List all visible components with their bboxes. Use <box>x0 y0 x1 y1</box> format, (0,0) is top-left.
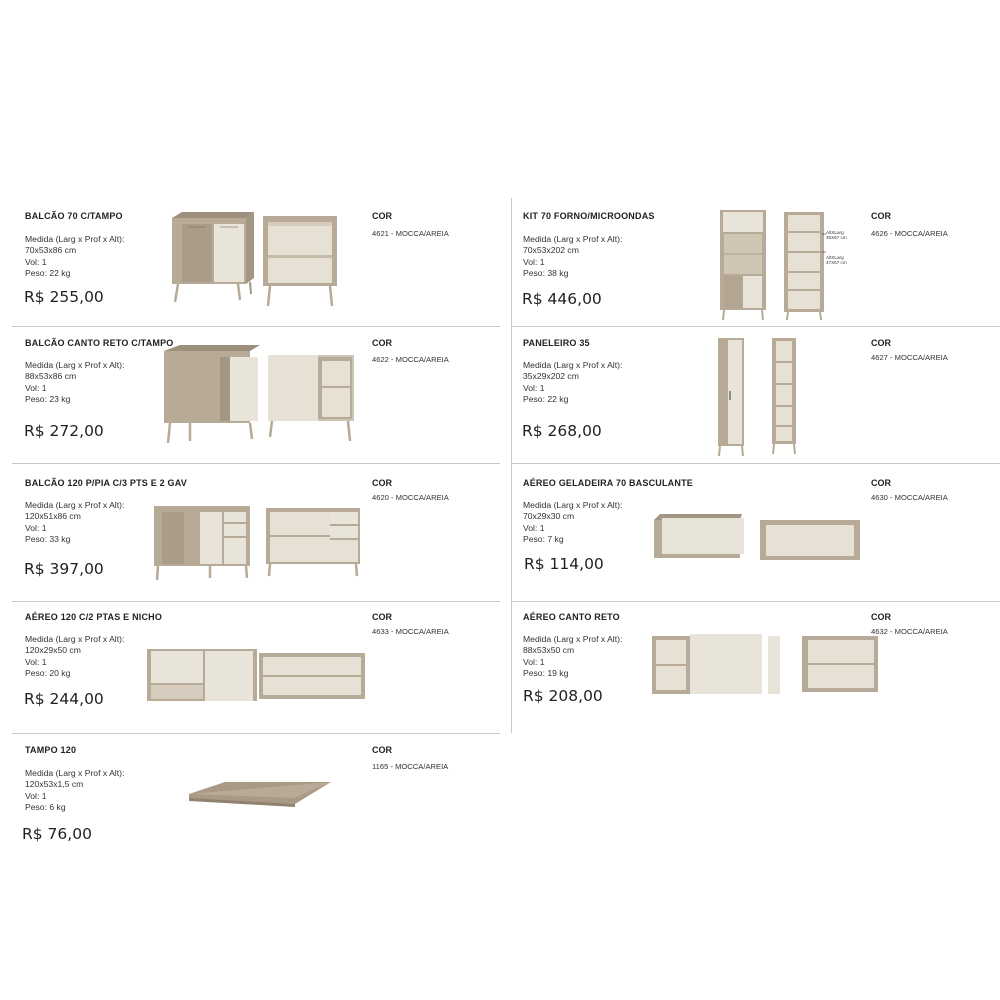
product-specs <box>25 634 124 680</box>
product-volume: Vol: 1 <box>523 256 545 267</box>
measure-label: Medida (Larg x Prof x Alt): <box>25 768 125 778</box>
base-cabinet-2-doors-image <box>168 210 358 315</box>
color-label: COR <box>871 478 891 488</box>
product-price: R$ 244,00 <box>24 690 104 708</box>
color-label: COR <box>372 745 392 755</box>
product-title: BALCÃO 70 C/TAMPO <box>25 211 123 221</box>
color-label: COR <box>372 612 392 622</box>
product-volume: Vol: 1 <box>25 656 47 667</box>
corner-base-cabinet-image <box>160 343 360 448</box>
product-price: R$ 76,00 <box>22 825 92 843</box>
measure-label: Medida (Larg x Prof x Alt): <box>523 500 623 510</box>
fridge-wall-cabinet-image <box>650 512 870 562</box>
product-specs <box>523 234 622 280</box>
dimension-annotation: AltXLarg 36X67 cm <box>826 230 847 240</box>
color-value: 4633 - MOCCA/AREIA <box>372 627 449 636</box>
product-dimensions: 120x29x50 cm <box>25 645 81 656</box>
product-specs <box>25 234 124 280</box>
product-price: R$ 255,00 <box>24 288 104 306</box>
product-specs <box>523 500 622 546</box>
product-title: AÉREO GELADEIRA 70 BASCULANTE <box>523 478 693 488</box>
color-value: 4620 - MOCCA/AREIA <box>372 493 449 502</box>
color-label: COR <box>372 211 392 221</box>
product-price: R$ 397,00 <box>24 560 104 578</box>
measure-label: Medida (Larg x Prof x Alt): <box>25 500 125 510</box>
measure-label: Medida (Larg x Prof x Alt): <box>25 234 125 244</box>
product-volume: Vol: 1 <box>523 382 545 393</box>
product-weight: Peso: 23 kg <box>25 394 71 405</box>
product-weight: Peso: 6 kg <box>25 802 66 813</box>
product-dimensions: 70x53x202 cm <box>523 245 579 256</box>
product-title: BALCÃO 120 P/PIA C/3 PTS E 2 GAV <box>25 478 187 488</box>
color-label: COR <box>372 338 392 348</box>
product-title: BALCÃO CANTO RETO C/TAMPO <box>25 338 174 348</box>
product-volume: Vol: 1 <box>25 256 47 267</box>
row-divider <box>512 601 1000 602</box>
color-label: COR <box>372 478 392 488</box>
product-specs <box>25 360 124 406</box>
product-price: R$ 208,00 <box>523 687 603 705</box>
product-volume: Vol: 1 <box>523 656 545 667</box>
product-specs <box>25 768 124 814</box>
product-volume: Vol: 1 <box>523 522 545 533</box>
product-title: TAMPO 120 <box>25 745 77 755</box>
measure-label: Medida (Larg x Prof x Alt): <box>523 234 623 244</box>
measure-label: Medida (Larg x Prof x Alt): <box>25 360 125 370</box>
countertop-image <box>185 780 335 810</box>
product-weight: Peso: 38 kg <box>523 268 569 279</box>
color-value: 4632 - MOCCA/AREIA <box>871 627 948 636</box>
color-label: COR <box>871 612 891 622</box>
product-weight: Peso: 22 kg <box>523 394 569 405</box>
column-divider <box>511 198 512 733</box>
product-volume: Vol: 1 <box>25 522 47 533</box>
product-price: R$ 446,00 <box>522 290 602 308</box>
measure-label: Medida (Larg x Prof x Alt): <box>25 634 125 644</box>
product-dimensions: 70x29x30 cm <box>523 511 575 522</box>
product-weight: Peso: 7 kg <box>523 534 564 545</box>
product-price: R$ 114,00 <box>524 555 604 573</box>
product-title: AÉREO 120 C/2 PTAS E NICHO <box>25 612 163 622</box>
product-volume: Vol: 1 <box>25 790 47 801</box>
product-weight: Peso: 19 kg <box>523 668 569 679</box>
product-title: KIT 70 FORNO/MICROONDAS <box>523 211 655 221</box>
tall-pantry-cabinet-image <box>714 336 804 460</box>
measure-label: Medida (Larg x Prof x Alt): <box>523 360 623 370</box>
product-weight: Peso: 33 kg <box>25 534 71 545</box>
color-value: 4627 - MOCCA/AREIA <box>871 353 948 362</box>
product-dimensions: 35x29x202 cm <box>523 371 579 382</box>
product-title: PANELEIRO 35 <box>523 338 590 348</box>
product-dimensions: 88x53x50 cm <box>523 645 575 656</box>
product-specs <box>523 360 622 406</box>
dimension-annotation: AltXLarg 47X67 cm <box>826 255 847 265</box>
product-dimensions: 70x53x86 cm <box>25 245 77 256</box>
color-value: 4622 - MOCCA/AREIA <box>372 355 449 364</box>
product-dimensions: 120x53x1,5 cm <box>25 779 84 790</box>
tall-oven-unit-image <box>716 208 856 323</box>
product-weight: Peso: 20 kg <box>25 668 71 679</box>
color-value: 4630 - MOCCA/AREIA <box>871 493 948 502</box>
product-volume: Vol: 1 <box>25 382 47 393</box>
color-value: 4626 - MOCCA/AREIA <box>871 229 948 238</box>
product-price: R$ 268,00 <box>522 422 602 440</box>
row-divider <box>512 463 1000 464</box>
row-divider <box>512 326 1000 327</box>
color-label: COR <box>871 338 891 348</box>
color-value: 1165 - MOCCA/AREIA <box>372 762 449 771</box>
product-weight: Peso: 22 kg <box>25 268 71 279</box>
product-specs <box>523 634 622 680</box>
row-divider <box>12 463 500 464</box>
color-label: COR <box>871 211 891 221</box>
product-title: AÉREO CANTO RETO <box>523 612 620 622</box>
color-value: 4621 - MOCCA/AREIA <box>372 229 449 238</box>
corner-wall-cabinet-image <box>650 630 880 700</box>
product-price: R$ 272,00 <box>24 422 104 440</box>
sink-base-cabinet-image <box>150 500 370 590</box>
product-dimensions: 120x51x86 cm <box>25 511 81 522</box>
wall-cabinet-with-niche-image <box>143 645 373 705</box>
row-divider <box>12 733 500 734</box>
product-dimensions: 88x53x86 cm <box>25 371 77 382</box>
measure-label: Medida (Larg x Prof x Alt): <box>523 634 623 644</box>
row-divider <box>12 326 500 327</box>
row-divider <box>12 601 500 602</box>
product-specs <box>25 500 124 546</box>
